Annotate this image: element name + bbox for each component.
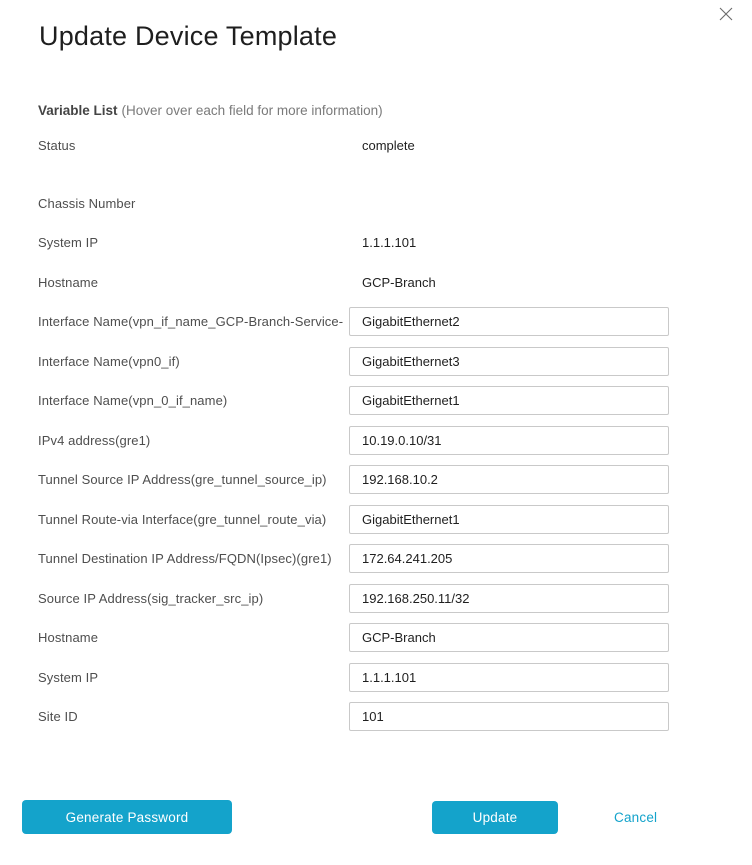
- field-label: Tunnel Source IP Address(gre_tunnel_source_ip): [38, 472, 327, 488]
- field-label: System IP: [38, 235, 99, 251]
- field-label: Status: [38, 138, 76, 154]
- field-label: Interface Name(vpn_0_if_name): [38, 393, 228, 409]
- field-row: [38, 697, 669, 737]
- field-input[interactable]: [349, 465, 669, 494]
- field-row: [38, 421, 669, 461]
- field-row: [38, 126, 669, 166]
- field-label: Tunnel Route-via Interface(gre_tunnel_route_via): [38, 511, 327, 527]
- field-row: [38, 302, 669, 342]
- field-label: Chassis Number: [38, 195, 136, 211]
- field-input[interactable]: [349, 663, 669, 692]
- field-label: Source IP Address(sig_tracker_src_ip): [38, 590, 264, 606]
- field-row: [38, 263, 669, 303]
- field-label: System IP: [38, 669, 99, 685]
- variable-list-hint: (Hover over each field for more information): [121, 103, 383, 118]
- field-row: [38, 460, 669, 500]
- variable-list: [38, 126, 669, 737]
- field-row: [38, 381, 669, 421]
- page-title: Update Device Template: [39, 21, 338, 51]
- field-value: complete: [362, 138, 415, 154]
- field-input[interactable]: [349, 386, 669, 415]
- variable-list-header: [38, 103, 383, 118]
- field-row: [38, 342, 669, 382]
- close-icon[interactable]: [717, 5, 735, 23]
- cancel-link[interactable]: Cancel: [614, 810, 658, 825]
- field-input[interactable]: [349, 426, 669, 455]
- generate-password-button[interactable]: Generate Password: [22, 800, 232, 834]
- field-input[interactable]: [349, 584, 669, 613]
- field-label: Site ID: [38, 709, 78, 725]
- field-input[interactable]: [349, 623, 669, 652]
- field-label: Tunnel Destination IP Address/FQDN(Ipsec)(gre1): [38, 551, 332, 567]
- field-input[interactable]: [349, 505, 669, 534]
- field-label: Hostname: [38, 274, 99, 290]
- field-row: [38, 539, 669, 579]
- field-label: Hostname: [38, 630, 99, 646]
- field-value: 1.1.1.101: [362, 235, 417, 251]
- variable-list-title: Variable List: [38, 103, 118, 118]
- field-row: [38, 500, 669, 540]
- field-row: [38, 618, 669, 658]
- field-row: [38, 184, 669, 224]
- field-input[interactable]: [349, 307, 669, 336]
- field-label: IPv4 address(gre1): [38, 432, 151, 448]
- field-label: Interface Name(vpn_if_name_GCP-Branch-Service-: [38, 314, 344, 330]
- field-row: [38, 579, 669, 619]
- field-label: Interface Name(vpn0_if): [38, 353, 180, 369]
- update-button[interactable]: Update: [432, 801, 558, 834]
- field-input[interactable]: [349, 702, 669, 731]
- field-value: GCP-Branch: [362, 274, 436, 290]
- field-input[interactable]: [349, 347, 669, 376]
- row-spacer: [38, 166, 669, 184]
- field-row: [38, 223, 669, 263]
- field-input[interactable]: [349, 544, 669, 573]
- field-row: [38, 658, 669, 698]
